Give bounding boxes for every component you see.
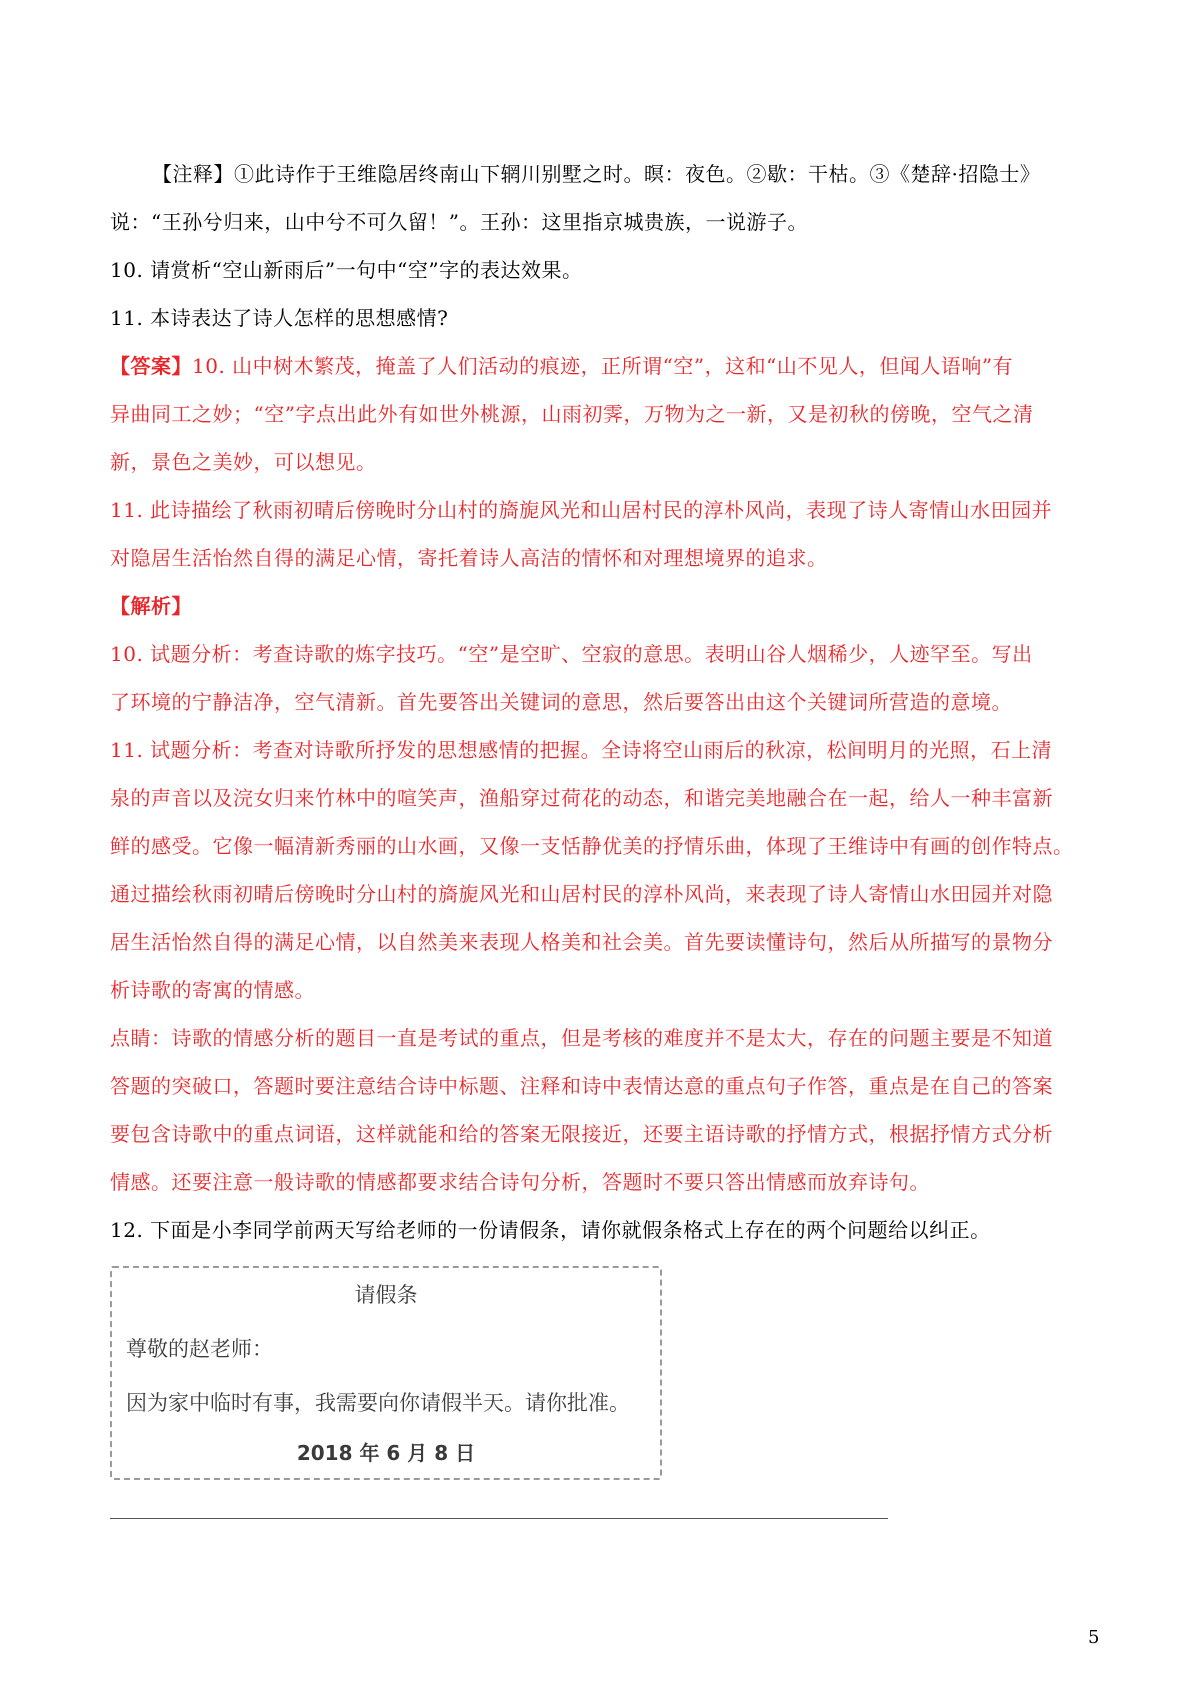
leave-note-title: 请假条 <box>354 1283 418 1307</box>
answer-blank-line <box>110 1518 888 1519</box>
annotation-line-1: 【注释】①此诗作于王维隐居终南山下辋川别墅之时。暝：夜色。②歇：干枯。③《楚辞·招隐士》 <box>152 162 1041 186</box>
tip-line-4: 情感。还要注意一般诗歌的情感都要求结合诗句分析，答题时不要只答出情感而放弃诗句。 <box>110 1170 930 1194</box>
analysis-11-line-1: 11. 试题分析：考查对诗歌所抒发的思想感情的把握。全诗将空山雨后的秋凉，松间明月的光照，石上清 <box>110 738 1053 762</box>
answer-10-line-3: 新，景色之美妙，可以想见。 <box>110 450 377 474</box>
analysis-11-line-2: 泉的声音以及浣女归来竹林中的喧笑声，渔船穿过荷花的动态，和谐完美地融合在一起，给人一种丰富新 <box>110 786 1053 810</box>
answer-label: 【答案】 <box>110 354 192 378</box>
leave-note-greeting: 尊敬的赵老师： <box>126 1337 273 1361</box>
question-11: 11. 本诗表达了诗人怎样的思想感情? <box>110 306 449 330</box>
analysis-10-line-2: 了环境的宁静洁净，空气清新。首先要答出关键词的意思，然后要答出由这个关键词所营造的意境。 <box>110 690 1012 714</box>
answer-11-line-2: 对隐居生活怡然自得的满足心情，寄托着诗人高洁的情怀和对理想境界的追求。 <box>110 546 828 570</box>
answer-11-line-1: 11. 此诗描绘了秋雨初晴后傍晚时分山村的旖旎风光和山居村民的淳朴风尚，表现了诗人寄情山水田园并 <box>110 498 1053 522</box>
analysis-label: 【解析】 <box>110 594 192 618</box>
analysis-11-line-5: 居生活怡然自得的满足心情，以自然美来表现人格美和社会美。首先要读懂诗句，然后从所描写的景物分 <box>110 930 1053 954</box>
document-content <box>110 150 1100 1254</box>
question-10: 10. 请赏析“空山新雨后”一句中“空”字的表达效果。 <box>110 258 583 282</box>
tip-line-3: 要包含诗歌中的重点词语，这样就能和给的答案无限接近，还要主语诗歌的抒情方式，根据抒情方式分析 <box>110 1122 1053 1146</box>
leave-note-box <box>110 1266 662 1480</box>
question-12: 12. 下面是小李同学前两天写给老师的一份请假条，请你就假条格式上存在的两个问题给以纠正。 <box>110 1218 991 1242</box>
answer-10-line-1 <box>110 342 1100 390</box>
analysis-11-line-4: 通过描绘秋雨初晴后傍晚时分山村的旖旎风光和山居村民的淳朴风尚，来表现了诗人寄情山水田园并对隐 <box>110 882 1053 906</box>
answer-10-line-1-text: 10. 山中树木繁茂，掩盖了人们活动的痕迹，正所谓“空”，这和“山不见人，但闻人语响”有 <box>192 354 1014 378</box>
tip-line-1: 点睛：诗歌的情感分析的题目一直是考试的重点，但是考核的难度并不是太大，存在的问题主要是不知道 <box>110 1026 1053 1050</box>
tip-line-2: 答题的突破口，答题时要注意结合诗中标题、注释和诗中表情达意的重点句子作答，重点是在自己的答案 <box>110 1074 1053 1098</box>
analysis-11-line-3: 鲜的感受。它像一幅清新秀丽的山水画，又像一支恬静优美的抒情乐曲，体现了王维诗中有画的创作特点。 <box>110 834 1074 858</box>
answer-10-line-2: 异曲同工之妙；“空”字点出此外有如世外桃源，山雨初霁，万物为之一新，又是初秋的傍晚，空气之清 <box>110 402 1034 426</box>
analysis-11-line-6: 析诗歌的寄寓的情感。 <box>110 978 315 1002</box>
leave-note-body: 因为家中临时有事，我需要向你请假半天。请你批准。 <box>126 1391 630 1415</box>
page-number: 5 <box>1088 1627 1100 1648</box>
annotation-line-2: 说：“王孙兮归来，山中兮不可久留！”。王孙：这里指京城贵族，一说游子。 <box>110 210 808 234</box>
leave-note-date: 2018 年 6 月 8 日 <box>296 1441 476 1465</box>
analysis-10-line-1: 10. 试题分析：考查诗歌的炼字技巧。“空”是空旷、空寂的意思。表明山谷人烟稀少，人迹罕至。写出 <box>110 642 1033 666</box>
